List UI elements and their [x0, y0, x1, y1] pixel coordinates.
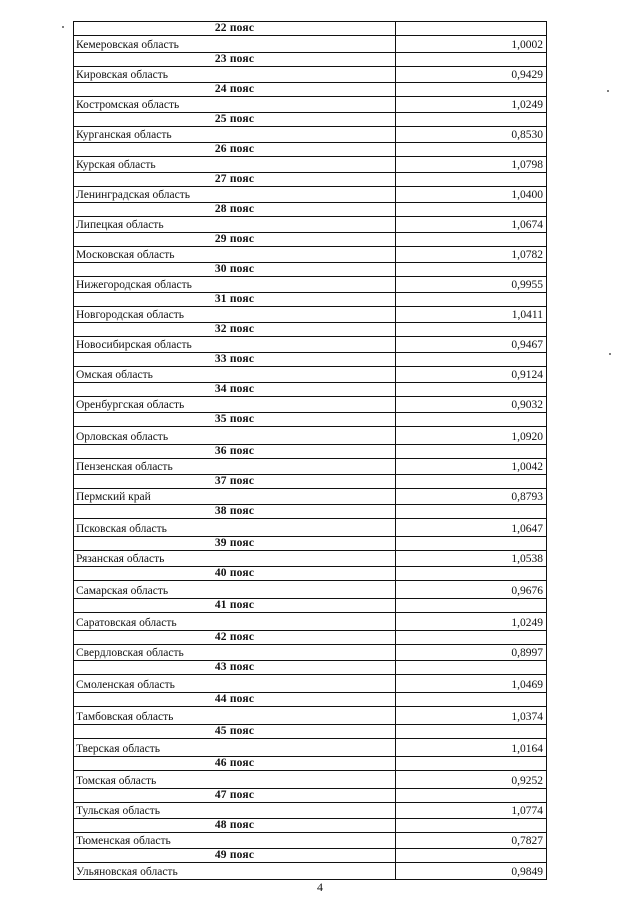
zone-group: [74, 505, 546, 537]
zone-header-row: [74, 263, 546, 277]
zone-label: 36 пояс: [74, 445, 396, 458]
region-row: [74, 36, 546, 53]
zone-group: [74, 53, 546, 83]
zone-group: [74, 323, 546, 353]
zone-group: [74, 631, 546, 661]
coefficient-cell: 1,0411: [511, 309, 543, 321]
zone-header-row: [74, 725, 546, 739]
region-row: [74, 217, 546, 233]
coefficient-cell: 0,9467: [511, 339, 543, 351]
zone-header-row: [74, 383, 546, 397]
zone-header-row: [74, 475, 546, 489]
zone-header-row: [74, 233, 546, 247]
region-name-cell: Свердловская область: [74, 645, 396, 660]
coefficient-cell: 0,8793: [511, 491, 543, 503]
region-name-cell: Ульяновская область: [74, 863, 396, 879]
zone-header-row: [74, 413, 546, 427]
zone-group: [74, 353, 546, 383]
coefficient-cell: 0,9124: [511, 369, 543, 381]
region-row: [74, 551, 546, 567]
region-row: [74, 337, 546, 353]
region-row: [74, 247, 546, 263]
region-name-cell: Смоленская область: [74, 675, 396, 692]
region-name-cell: Псковская область: [74, 519, 396, 536]
region-name-cell: Самарская область: [74, 581, 396, 598]
zone-header-row: [74, 505, 546, 519]
zone-header-row: [74, 53, 546, 67]
coefficient-cell: 1,0400: [511, 189, 543, 201]
zone-blank-cell: [396, 83, 546, 96]
zone-label: 34 пояс: [74, 383, 396, 396]
zone-label: 49 пояс: [74, 849, 396, 862]
region-row: [74, 187, 546, 203]
zone-blank-cell: [396, 661, 546, 674]
zone-header-row: [74, 293, 546, 307]
region-row: [74, 427, 546, 445]
zone-group: [74, 537, 546, 567]
coefficient-cell: 1,0164: [511, 743, 543, 755]
region-name-cell: Костромская область: [74, 97, 396, 112]
region-name-cell: Тюменская область: [74, 833, 396, 848]
zone-group: [74, 661, 546, 693]
zone-label: 38 пояс: [74, 505, 396, 518]
zone-group: [74, 445, 546, 475]
coefficient-cell: 0,9849: [511, 866, 543, 878]
zone-header-row: [74, 173, 546, 187]
coefficient-cell: 1,0469: [511, 679, 543, 691]
coefficient-cell: 0,8997: [511, 647, 543, 659]
coefficient-cell: 0,7827: [511, 835, 543, 847]
region-row: [74, 863, 546, 879]
region-name-cell: Саратовская область: [74, 613, 396, 630]
region-name-cell: Пермский край: [74, 489, 396, 504]
zone-label: 35 пояс: [74, 413, 396, 426]
zone-group: [74, 475, 546, 505]
region-name-cell: Ленинградская область: [74, 187, 396, 202]
zone-label: 23 пояс: [74, 53, 396, 66]
zone-group: [74, 203, 546, 233]
zone-group: [74, 143, 546, 173]
region-name-cell: Кировская область: [74, 67, 396, 82]
region-row: [74, 277, 546, 293]
zone-group: [74, 819, 546, 849]
zone-label: 37 пояс: [74, 475, 396, 488]
coefficient-cell: 1,0774: [511, 805, 543, 817]
zone-label: 48 пояс: [74, 819, 396, 832]
zone-blank-cell: [396, 599, 546, 612]
coefficient-cell: 1,0249: [511, 617, 543, 629]
zone-blank-cell: [396, 849, 546, 862]
region-name-cell: Нижегородская область: [74, 277, 396, 292]
zone-label: 46 пояс: [74, 757, 396, 770]
region-row: [74, 97, 546, 113]
coefficient-cell: 1,0647: [511, 523, 543, 535]
page-number: 4: [317, 880, 323, 894]
zone-label: 40 пояс: [74, 567, 396, 580]
scan-speck: [607, 90, 609, 92]
zone-header-row: [74, 567, 546, 581]
region-row: [74, 397, 546, 413]
zone-header-row: [74, 353, 546, 367]
coefficient-table: [73, 21, 547, 880]
coefficient-cell: 0,9429: [511, 69, 543, 81]
zone-label: 41 пояс: [74, 599, 396, 612]
region-row: [74, 127, 546, 143]
region-row: [74, 519, 546, 537]
zone-header-row: [74, 757, 546, 771]
zone-label: 27 пояс: [74, 173, 396, 186]
coefficient-cell: 0,9955: [511, 279, 543, 291]
region-name-cell: Тамбовская область: [74, 707, 396, 724]
zone-label: 22 пояс: [74, 22, 396, 35]
zone-label: 24 пояс: [74, 83, 396, 96]
zone-header-row: [74, 203, 546, 217]
scan-speck: [62, 26, 64, 28]
region-name-cell: Кемеровская область: [74, 36, 396, 52]
zone-label: 25 пояс: [74, 113, 396, 126]
coefficient-cell: 1,0042: [511, 461, 543, 473]
zone-label: 39 пояс: [74, 537, 396, 550]
zone-label: 26 пояс: [74, 143, 396, 156]
region-name-cell: Тульская область: [74, 803, 396, 818]
zone-header-row: [74, 143, 546, 157]
zone-header-row: [74, 22, 546, 36]
region-name-cell: Оренбургская область: [74, 397, 396, 412]
zone-header-row: [74, 819, 546, 833]
zone-group: [74, 173, 546, 203]
region-name-cell: Тверская область: [74, 739, 396, 756]
zone-header-row: [74, 599, 546, 613]
zone-label: 33 пояс: [74, 353, 396, 366]
region-name-cell: Курганская область: [74, 127, 396, 142]
region-name-cell: Новгородская область: [74, 307, 396, 322]
zone-header-row: [74, 113, 546, 127]
zone-blank-cell: [396, 323, 546, 336]
region-name-cell: Омская область: [74, 367, 396, 382]
zone-group: [74, 22, 546, 53]
region-row: [74, 307, 546, 323]
region-name-cell: Курская область: [74, 157, 396, 172]
zone-group: [74, 599, 546, 631]
coefficient-cell: 1,0798: [511, 159, 543, 171]
region-row: [74, 459, 546, 475]
region-row: [74, 675, 546, 693]
coefficient-cell: 0,9676: [511, 585, 543, 597]
zone-label: 29 пояс: [74, 233, 396, 246]
zone-group: [74, 293, 546, 323]
zone-blank-cell: [396, 505, 546, 518]
zone-header-row: [74, 661, 546, 675]
region-name-cell: Московская область: [74, 247, 396, 262]
coefficient-cell: 1,0538: [511, 553, 543, 565]
coefficient-cell: 0,9252: [511, 775, 543, 787]
zone-label: 28 пояс: [74, 203, 396, 216]
zone-blank-cell: [396, 567, 546, 580]
coefficient-cell: 1,0920: [511, 431, 543, 443]
region-row: [74, 367, 546, 383]
region-name-cell: Липецкая область: [74, 217, 396, 232]
zone-blank-cell: [396, 537, 546, 550]
zone-group: [74, 233, 546, 263]
zone-blank-cell: [396, 789, 546, 802]
coefficient-cell: 1,0374: [511, 711, 543, 723]
zone-blank-cell: [396, 819, 546, 832]
zone-group: [74, 567, 546, 599]
zone-group: [74, 83, 546, 113]
zone-header-row: [74, 323, 546, 337]
zone-group: [74, 757, 546, 789]
region-row: [74, 613, 546, 631]
zone-blank-cell: [396, 413, 546, 426]
coefficient-cell: 1,0674: [511, 219, 543, 231]
region-row: [74, 739, 546, 757]
coefficient-cell: 1,0782: [511, 249, 543, 261]
zone-header-row: [74, 631, 546, 645]
zone-header-row: [74, 537, 546, 551]
zone-group: [74, 789, 546, 819]
zone-blank-cell: [396, 22, 546, 35]
zone-blank-cell: [396, 233, 546, 246]
zone-header-row: [74, 789, 546, 803]
coefficient-cell: 1,0249: [511, 99, 543, 111]
zone-blank-cell: [396, 475, 546, 488]
region-row: [74, 581, 546, 599]
zone-blank-cell: [396, 113, 546, 126]
region-row: [74, 833, 546, 849]
zone-blank-cell: [396, 725, 546, 738]
zone-group: [74, 113, 546, 143]
coefficient-cell: 0,8530: [511, 129, 543, 141]
zone-label: 43 пояс: [74, 661, 396, 674]
region-row: [74, 803, 546, 819]
zone-label: 31 пояс: [74, 293, 396, 306]
region-name-cell: Рязанская область: [74, 551, 396, 566]
region-row: [74, 67, 546, 83]
zone-blank-cell: [396, 445, 546, 458]
zone-label: 45 пояс: [74, 725, 396, 738]
zone-blank-cell: [396, 263, 546, 276]
coefficient-cell: 1,0002: [511, 39, 543, 51]
scan-speck: [609, 353, 611, 355]
region-row: [74, 771, 546, 789]
zone-group: [74, 725, 546, 757]
zone-label: 44 пояс: [74, 693, 396, 706]
zone-label: 42 пояс: [74, 631, 396, 644]
zone-label: 32 пояс: [74, 323, 396, 336]
zone-label: 47 пояс: [74, 789, 396, 802]
region-row: [74, 489, 546, 505]
zone-group: [74, 413, 546, 445]
coefficient-cell: 0,9032: [511, 399, 543, 411]
zone-label: 30 пояс: [74, 263, 396, 276]
zone-header-row: [74, 445, 546, 459]
zone-blank-cell: [396, 693, 546, 706]
zone-blank-cell: [396, 53, 546, 66]
zone-blank-cell: [396, 383, 546, 396]
region-row: [74, 707, 546, 725]
region-name-cell: Томская область: [74, 771, 396, 788]
zone-group: [74, 849, 546, 879]
zone-header-row: [74, 849, 546, 863]
region-row: [74, 157, 546, 173]
zone-blank-cell: [396, 353, 546, 366]
region-name-cell: Новосибирская область: [74, 337, 396, 352]
zone-blank-cell: [396, 293, 546, 306]
zone-blank-cell: [396, 173, 546, 186]
zone-blank-cell: [396, 203, 546, 216]
zone-blank-cell: [396, 757, 546, 770]
zone-group: [74, 693, 546, 725]
zone-group: [74, 263, 546, 293]
zone-blank-cell: [396, 143, 546, 156]
region-name-cell: Пензенская область: [74, 459, 396, 474]
region-row: [74, 645, 546, 661]
zone-header-row: [74, 83, 546, 97]
zone-blank-cell: [396, 631, 546, 644]
zone-group: [74, 383, 546, 413]
region-name-cell: Орловская область: [74, 427, 396, 444]
zone-header-row: [74, 693, 546, 707]
